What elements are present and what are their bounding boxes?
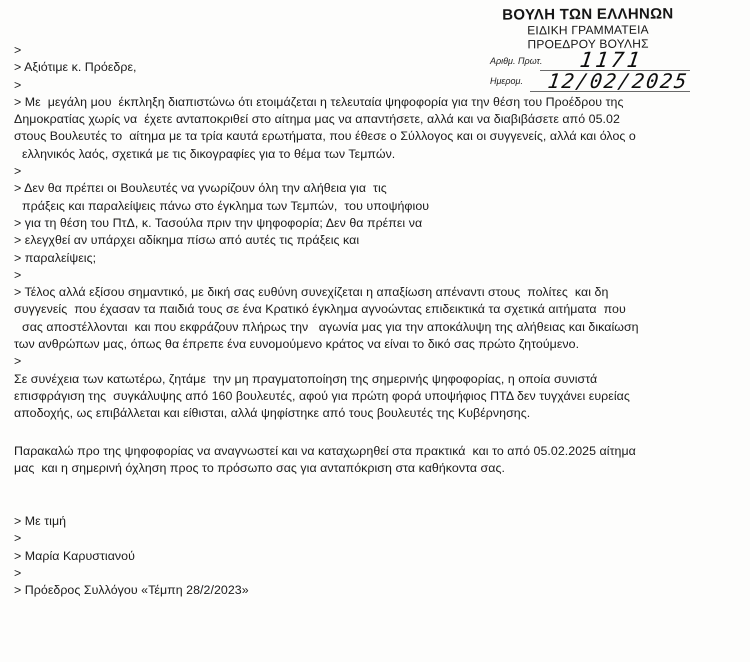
stamp-protocol-label: Αριθμ. Πρωτ. xyxy=(490,56,543,66)
paragraph-3-line: > Τέλος αλλά εξίσου σημαντικό, με δική σας ευθύνη συνεχίζεται η απαξίωση απέναντι στους πολίτες και δη xyxy=(14,285,609,300)
paragraph-4-line: Σε συνέχεια των κατωτέρω, ζητάμε την μη πραγματοποίηση της σημερινής ψηφοφορίας, η οποία συνιστά xyxy=(14,371,598,386)
quote-marker: > xyxy=(14,354,22,369)
letter-body xyxy=(14,42,739,600)
paragraph-4-line: επισφράγιση της συγκάλυψης από 160 βουλευτές, αφού για πρώτη φορά υποψήφιος ΠΤΔ δεν τυγχάνει ευρείας xyxy=(14,388,630,403)
paragraph-3-line: σας αποστέλλονται και που εκφράζουν πλήρως την αγωνία μας για την αποκάλυψη της αλήθειας και δικαίωση xyxy=(22,319,639,334)
stamp-department: ΕΙΔΙΚΗ ΓΡΑΜΜΑΤΕΙΑ xyxy=(527,22,649,38)
paragraph-3-line: συγγενείς που έχασαν τα παιδιά τους σε ένα Κρατικό έγκλημα αγνοώντας επιδεικτικά τα σχετικά αιτήματα που xyxy=(14,302,626,317)
stamp-office: ΠΡΟΕΔΡΟΥ ΒΟΥΛΗΣ xyxy=(527,36,649,52)
quote-marker: > xyxy=(14,531,22,546)
quote-marker: > xyxy=(14,164,22,179)
paragraph-5-line: μας και η σημερινή όχληση προς το πρόσωπο σας για ανταπόκριση στα καθήκοντα σας. xyxy=(14,460,505,475)
handwritten-date: 12/02/2025 xyxy=(546,69,691,93)
quote-marker: > xyxy=(14,566,22,581)
stamp-date-label: Ημερομ. xyxy=(490,76,523,86)
paragraph-2-line: > για τη θέση του ΠτΔ, κ. Τασούλα πριν την ψηφοφορία; Δεν θα πρέπει να xyxy=(14,215,423,230)
salutation: > Αξιότιμε κ. Πρόεδρε, xyxy=(14,60,137,75)
paragraph-5-line: Παρακαλώ προ της ψηφοφορίας να αναγνωστεί και να καταχωρηθεί στα πρακτικά και το από 05.02.2025 αίτημα xyxy=(14,443,636,458)
paragraph-2-line: > παραλείψεις; xyxy=(14,250,97,265)
quote-marker: > xyxy=(14,267,22,282)
paragraph-1-line: Δημοκρατίας χωρίς να έχετε ανταποκριθεί στο αίτημα μας να απαντήσετε, αλλά και να διαβιβάσετε από 05.02 xyxy=(14,112,620,127)
paragraph-4-line: αποδοχής, ως επιβάλλεται και είθισται, αλλά ψηφίστηκε από τους βουλευτές της Κυβέρνησης. xyxy=(14,406,531,421)
paragraph-1-line: στους Βουλευτές το αίτημα με τα τρία καυτά ερωτήματα, που έθεσε ο Σύλλογος και οι συγγενείς, αλλά και όλος ο xyxy=(14,129,636,144)
signatory-title: > Πρόεδρος Συλλόγου «Τέμπη 28/2/2023» xyxy=(14,583,249,598)
stamp-organization: ΒΟΥΛΗ ΤΩΝ ΕΛΛΗΝΩΝ xyxy=(502,5,674,24)
quote-marker: > xyxy=(14,77,22,92)
paragraph-2-line: > Δεν θα πρέπει οι Βουλευτές να γνωρίζουν όλη την αλήθεια για τις xyxy=(14,181,387,196)
paragraph-2-line: πράξεις και παραλείψεις πάνω στο έγκλημα των Τεμπών, του υποψήφιου xyxy=(22,198,430,213)
handwritten-protocol-number: 1171 xyxy=(578,48,645,72)
quote-marker: > xyxy=(14,43,22,57)
paragraph-1-line: > Με μεγάλη μου έκπληξη διαπιστώνω ότι ετοιμάζεται η τελευταία ψηφοφορία για την θέση του Προέδρου της xyxy=(14,94,624,109)
signatory-name: > Μαρία Καρυστιανού xyxy=(14,548,135,563)
paragraph-1-line: ελληνικός λαός, σχετικά με τις δικογραφίες για το θέμα των Τεμπών. xyxy=(22,146,396,161)
closing: > Με τιμή xyxy=(14,514,67,529)
paragraph-2-line: > ελεγχθεί αν υπάρχει αδίκημα πίσω από αυτές τις πράξεις και xyxy=(14,233,360,248)
paragraph-3-line: των ανθρώπων μας, όπως θα έπρεπε ένα ευνομούμενο κράτος να είναι το δικό σας πρώτο ζητούμενο. xyxy=(14,337,580,352)
